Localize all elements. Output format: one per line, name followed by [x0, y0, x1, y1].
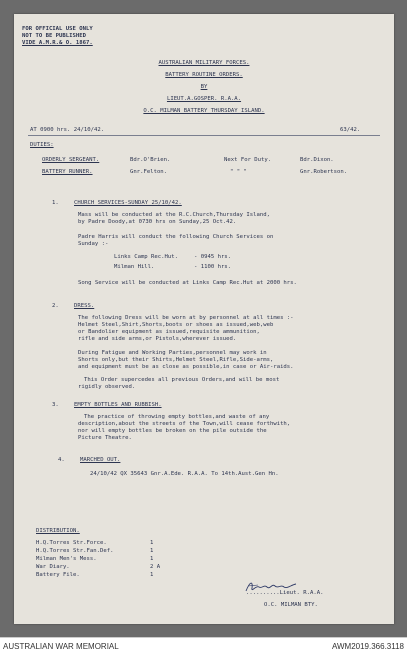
distribution-label: DISTRIBUTION.: [36, 528, 80, 534]
signature-title: O.C. MILMAN BTY.: [264, 602, 318, 608]
section-3-text: description,about the streets of the Town,will cease forthwith,: [78, 421, 291, 427]
title-line-5: O.C. MILMAN BATTERY THURSDAY ISLAND.: [143, 108, 265, 114]
divider: [28, 135, 380, 136]
duty-name-2: Gnr.Felton.: [130, 169, 168, 175]
duty-ditto-2: " " ": [230, 169, 247, 175]
distribution-qty: 1: [150, 548, 154, 554]
section-1-text: Song Service will be conducted at Links Camp Rec.Hut at 2000 hrs.: [78, 280, 297, 286]
distribution-item: H.Q.Torres Str.Fan.Def.: [36, 548, 114, 554]
signature-line: ..........Lieut. R.A.A.: [246, 590, 324, 596]
duties-label: DUTIES:: [30, 142, 54, 148]
footer-id: AWM2019.366.3118: [331, 642, 404, 651]
section-2-text: Helmet Steel,Shirt,Shorts,boots or shoes as issued,web,web: [78, 322, 274, 328]
section-1-text: Mass will be conducted at the R.C.Church,Thursday Island,: [78, 212, 270, 218]
section-2-text: rifle and side arms,or Pistols,wherever issued.: [78, 336, 237, 342]
section-3-text: The practice of throwing empty bottles,and waste of any: [84, 414, 270, 420]
duty-role-2: BATTERY RUNNER.: [42, 169, 93, 175]
section-4-number: 4.: [58, 457, 65, 463]
distribution-qty: 1: [150, 572, 154, 578]
section-1-heading: CHURCH SERVICES-SUNDAY 25/10/42.: [74, 200, 182, 206]
title-line-1: AUSTRALIAN MILITARY FORCES.: [158, 60, 250, 66]
section-1-number: 1.: [52, 200, 59, 206]
section-3-heading: EMPTY BOTTLES AND RUBBISH.: [74, 402, 162, 408]
section-3-text: nor will empty bottles be broken on the pile outside the: [78, 428, 267, 434]
distribution-item: Milman Men's Mess.: [36, 556, 97, 562]
section-1-text: Padre Harris will conduct the following Church Services on: [78, 234, 274, 240]
order-time: AT 0900 hrs. 24/10/42.: [30, 127, 105, 133]
duty-next-1: Next For Duty.: [224, 157, 272, 163]
service-location-2: Milman Hill.: [114, 264, 155, 270]
section-3-number: 3.: [52, 402, 59, 408]
duty-name-1: Bdr.O'Brien.: [130, 157, 171, 163]
duty-next-name-1: Bdr.Dixon.: [300, 157, 334, 163]
document-page: [14, 14, 394, 624]
stamp-line-1: FOR OFFICIAL USE ONLY: [22, 26, 93, 32]
section-2-text: The following Dress will be worn at by personnel at all times :-: [78, 315, 294, 321]
duty-next-name-2: Gnr.Robertson.: [300, 169, 348, 175]
section-3-text: Picture Theatre.: [78, 435, 132, 441]
section-1-text: Sunday :-: [78, 241, 109, 247]
footer-source: AUSTRALIAN WAR MEMORIAL: [3, 642, 119, 651]
distribution-qty: 1: [150, 540, 154, 546]
distribution-item: War Diary.: [36, 564, 70, 570]
service-location-1: Links Camp Rec.Hut.: [114, 254, 178, 260]
section-4-heading: MARCHED OUT.: [80, 457, 121, 463]
duty-role-1: ORDERLY SERGEANT.: [42, 157, 100, 163]
order-number: 63/42.: [340, 127, 361, 133]
distribution-qty: 2 A: [150, 564, 161, 570]
section-4-text: 24/10/42 QX 35643 Gnr.A.Ede. R.A.A. To 14th.Aust.Gen Hn.: [90, 471, 279, 477]
section-2-text: During Fatigue and Working Parties,personnel may work in: [78, 350, 267, 356]
section-1-text: by Padre Doody,at 0730 hrs on Sunday,25 Oct.42.: [78, 219, 237, 225]
distribution-qty: 1: [150, 556, 154, 562]
service-time-1: - 0945 hrs.: [194, 254, 232, 260]
section-2-text: This Order supercedes all previous Orders,and will be most: [84, 377, 280, 383]
section-2-text: Shorts only,but their Shirts,Helmet Steel,Rifle,Side-arms,: [78, 357, 274, 363]
title-line-2: BATTERY ROUTINE ORDERS.: [165, 72, 243, 78]
section-2-number: 2.: [52, 303, 59, 309]
service-time-2: - 1100 hrs.: [194, 264, 232, 270]
distribution-item: H.Q.Torres Str.Force.: [36, 540, 107, 546]
section-2-heading: DRESS.: [74, 303, 95, 309]
distribution-item: Battery File.: [36, 572, 80, 578]
stamp-line-3: VIDE A.M.R.& O. 1867.: [22, 40, 93, 46]
section-2-text: rigidly observed.: [78, 384, 136, 390]
title-line-3: BY: [200, 84, 208, 90]
section-2-text: or Bandolier equipment as issued,requisite ammunition,: [78, 329, 260, 335]
section-2-text: and equipment must be as close as possible,in case or Air-raids.: [78, 364, 294, 370]
title-line-4: LIEUT.A.GOSPER. R.A.A.: [166, 96, 242, 102]
footer-bar: [0, 637, 407, 654]
stamp-line-2: NOT TO BE PUBLISHED: [22, 33, 86, 39]
